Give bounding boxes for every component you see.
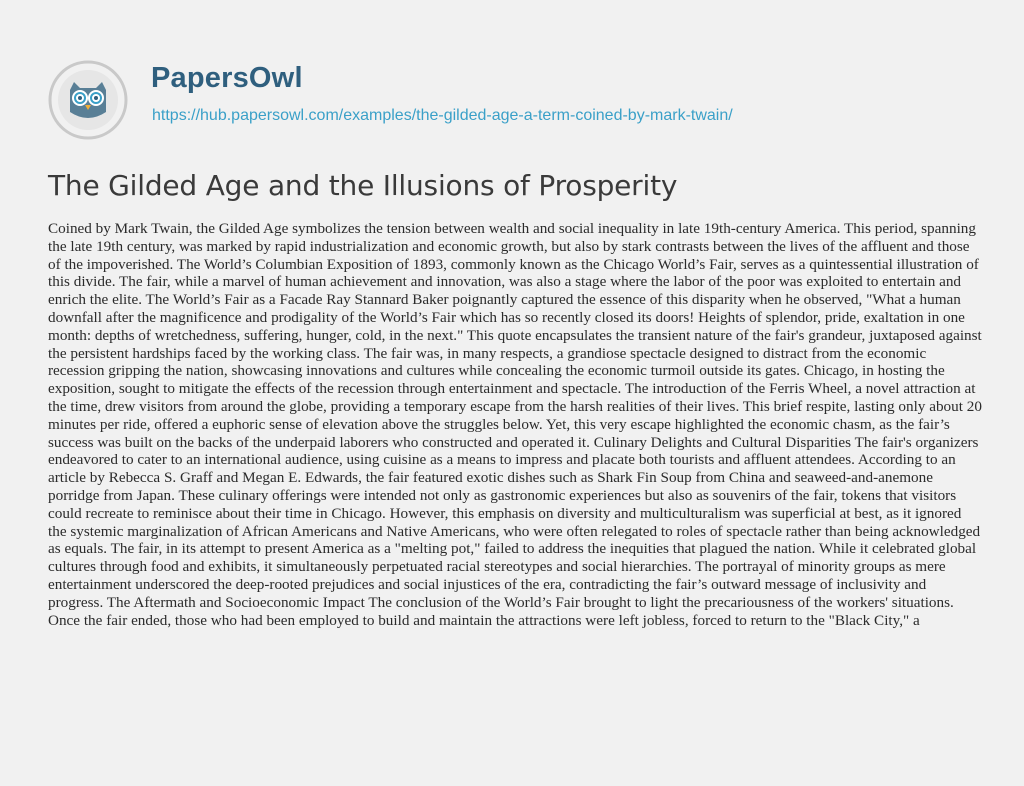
site-header xyxy=(48,60,988,140)
article-title: The Gilded Age and the Illusions of Prosperity xyxy=(48,169,678,202)
brand-name[interactable]: PapersOwl xyxy=(151,62,303,94)
papersowl-logo-icon[interactable] xyxy=(48,60,128,140)
article-url-link[interactable]: https://hub.papersowl.com/examples/the-gilded-age-a-term-coined-by-mark-twain/ xyxy=(152,107,733,124)
article-body: Coined by Mark Twain, the Gilded Age symbolizes the tension between wealth and social inequality in late 19th-century America. This period, spanning the late 19th century, was marked by rapid industrialization and economic growth, but also by stark contrasts between the lives of the affluent and those of the impoverished. The World’s Columbian Exposition of 1893, commonly known as the Chicago World’s Fair, serves as a quintessential illustration of this divide. The fair, while a marvel of human achievement and innovation, was also a stage where the labor of the poor was exploited to entertain and enrich the elite. The World’s Fair as a Facade Ray Stannard Baker poignantly captured the essence of this disparity when he observed, "What a human downfall after the magnificence and prodigality of the World’s Fair which has so recently closed its doors! Heights of splendor, pride, exaltation in one month: depths of wretchedness, suffering, hunger, cold, in the next." This quote encapsulates the transient nature of the fair's grandeur, juxtaposed against the persistent hardships faced by the working class. The fair was, in many respects, a grandiose spectacle designed to distract from the economic recession gripping the nation, showcasing innovations and cultures while concealing the economic turmoil outside its gates. Chicago, in hosting the exposition, sought to mitigate the effects of the recession through entertainment and spectacle. The introduction of the Ferris Wheel, a novel attraction at the time, drew visitors from around the globe, providing a temporary escape from the harsh realities of their lives. This brief respite, lasting only about 20 minutes per ride, offered a euphoric sense of elevation above the struggles below. Yet, this very escape highlighted the economic chasm, as the fair’s success was built on the backs of the underpaid laborers who constructed and operated it. Culinary Delights and Cultural Disparities The fair's organizers endeavored to cater to an international audience, using cuisine as a means to impress and placate both tourists and affluent attendees. According to an article by Rebecca S. Graff and Megan E. Edwards, the fair featured exotic dishes such as Shark Fin Soup from China and seaweed-and-anemone porridge from Japan. These culinary offerings were intended not only as gastronomic experiences but also as souvenirs of the fair, tokens that visitors could recreate to reminisce about their time in Chicago. However, this emphasis on diversity and multiculturalism was superficial at best, as it ignored the systemic marginalization of African Americans and Native Americans, who were often relegated to roles of spectacle rather than being acknowledged as equals. The fair, in its attempt to present America as a "melting pot," failed to address the inequities that plagued the nation. While it celebrated global cultures through food and exhibits, it simultaneously perpetuated racial stereotypes and social hierarchies. The portrayal of minority groups as mere entertainment underscored the deep-rooted prejudices and social injustices of the era, contradicting the fair’s outward message of inclusivity and progress. The Aftermath and Socioeconomic Impact The conclusion of the World’s Fair brought to light the precariousness of the workers' situations. Once the fair ended, those who had been employed to build and maintain the attractions were left jobless, forced to return to the "Black City," a xyxy=(48,220,982,629)
owl-logo-icon xyxy=(48,60,128,140)
